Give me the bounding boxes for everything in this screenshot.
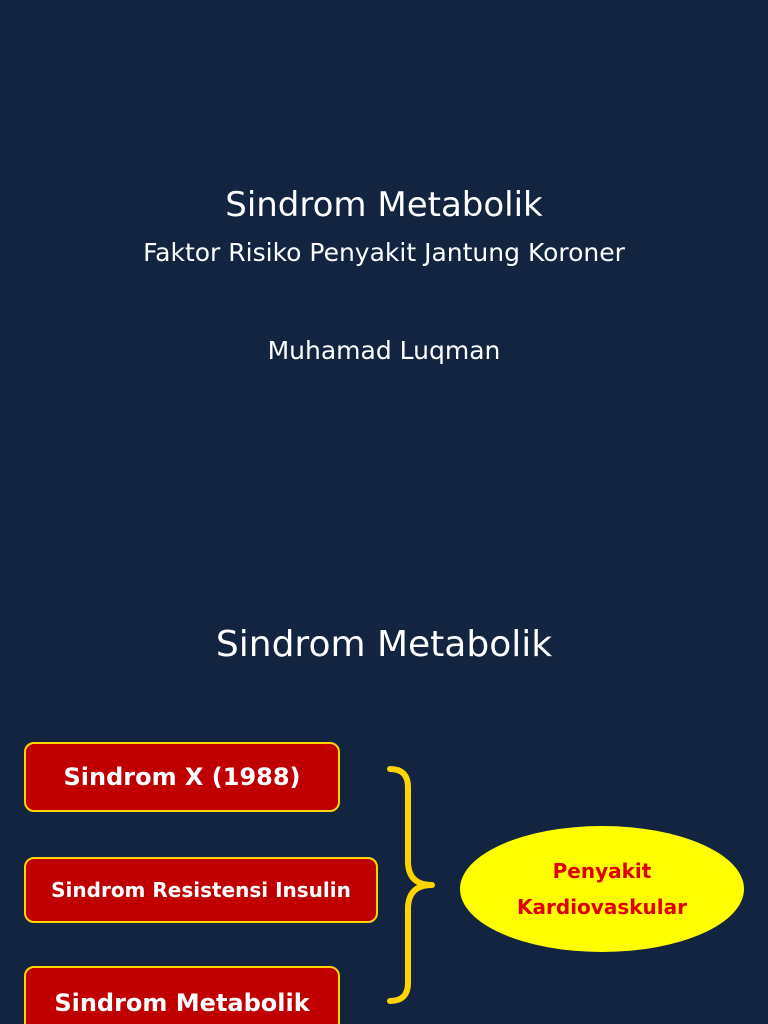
author-name: Muhamad Luqman [267, 336, 501, 365]
cardiovascular-disease-ellipse [460, 826, 744, 952]
slide-subtitle: Faktor Risiko Penyakit Jantung Koroner [143, 238, 625, 267]
syndrome-box-x: Sindrom X (1988) [24, 742, 340, 812]
syndrome-box-metabolic: Sindrom Metabolik [24, 966, 340, 1024]
ellipse-line-1: Penyakit [552, 859, 652, 883]
slide-title: Sindrom Metabolik [225, 185, 543, 225]
syndrome-box-insulin-resistance: Sindrom Resistensi Insulin [24, 857, 378, 923]
content-slide [0, 576, 768, 1024]
ellipse-line-2: Kardiovaskular [517, 895, 687, 919]
content-slide-title: Sindrom Metabolik [215, 624, 553, 665]
curly-brace-icon [380, 761, 440, 1011]
